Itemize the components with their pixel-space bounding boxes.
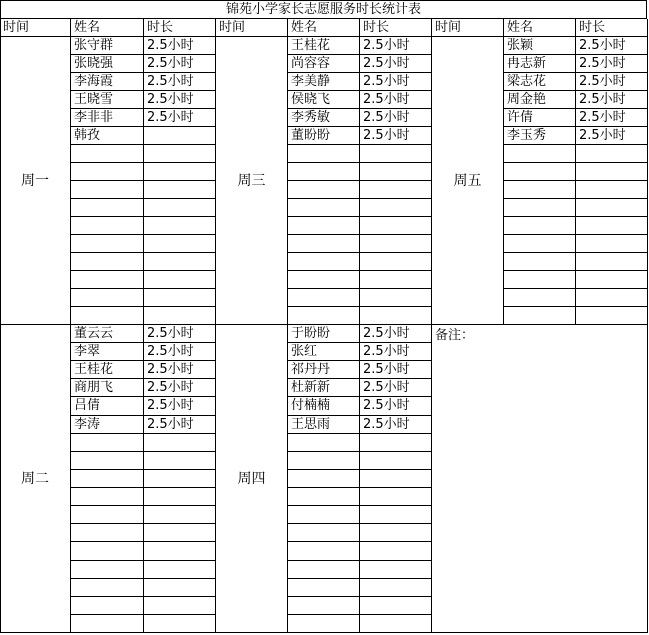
- volunteer-duration: 2.5小时: [576, 37, 648, 55]
- volunteer-name: [71, 506, 144, 524]
- volunteer-name: [504, 199, 576, 217]
- day-label: 周一: [0, 37, 71, 325]
- volunteer-duration: [360, 235, 432, 253]
- volunteer-name: 王桂花: [71, 361, 144, 379]
- volunteer-name: 王思雨: [288, 416, 360, 434]
- volunteer-name: [288, 307, 360, 325]
- volunteer-duration: [144, 289, 216, 307]
- volunteer-duration: [360, 524, 432, 542]
- volunteer-name: [71, 615, 144, 633]
- volunteer-duration: 2.5小时: [576, 127, 648, 145]
- volunteer-duration: 2.5小时: [360, 416, 432, 434]
- volunteer-name: [71, 271, 144, 289]
- volunteer-name: 王晓雪: [71, 91, 144, 109]
- volunteer-duration: 2.5小时: [360, 55, 432, 73]
- day-label: 周四: [216, 325, 288, 633]
- header-time: 时间: [432, 19, 504, 37]
- volunteer-name: [288, 163, 360, 181]
- volunteer-duration: 2.5小时: [144, 361, 216, 379]
- volunteer-duration: [360, 542, 432, 561]
- volunteer-name: 于盼盼: [288, 325, 360, 343]
- volunteer-name: [71, 181, 144, 199]
- day-label: 周三: [216, 37, 288, 325]
- volunteer-duration: 2.5小时: [144, 55, 216, 73]
- volunteer-duration: [144, 579, 216, 597]
- volunteer-duration: [360, 470, 432, 488]
- volunteer-name: [71, 217, 144, 235]
- volunteer-name: [71, 145, 144, 163]
- day-label: 周五: [432, 37, 504, 325]
- volunteer-name: [504, 271, 576, 289]
- header-name: 姓名: [71, 19, 144, 37]
- volunteer-name: [504, 145, 576, 163]
- volunteer-duration: 2.5小时: [144, 379, 216, 397]
- volunteer-name: [288, 524, 360, 542]
- volunteer-name: [288, 470, 360, 488]
- volunteer-duration: 2.5小时: [576, 109, 648, 127]
- volunteer-name: [288, 615, 360, 633]
- volunteer-duration: 2.5小时: [360, 73, 432, 91]
- header-duration: 时长: [144, 19, 216, 37]
- volunteer-duration: [360, 145, 432, 163]
- volunteer-duration: [576, 163, 648, 181]
- volunteer-duration: 2.5小时: [360, 325, 432, 343]
- volunteer-name: [288, 488, 360, 506]
- volunteer-name: 董盼盼: [288, 127, 360, 145]
- volunteer-duration: [144, 561, 216, 579]
- volunteer-duration: [144, 217, 216, 235]
- volunteer-duration: [144, 434, 216, 452]
- volunteer-duration: [360, 163, 432, 181]
- volunteer-name: [71, 542, 144, 561]
- volunteer-name: 祁丹丹: [288, 361, 360, 379]
- sheet-title: 锦苑小学家长志愿服务时长统计表: [0, 0, 647, 19]
- volunteer-duration: [360, 452, 432, 470]
- volunteer-name: 李秀敏: [288, 109, 360, 127]
- volunteer-name: 张守群: [71, 37, 144, 55]
- volunteer-name: [288, 542, 360, 561]
- volunteer-name: [288, 199, 360, 217]
- volunteer-duration: [144, 488, 216, 506]
- header-time: 时间: [0, 19, 71, 37]
- volunteer-duration: 2.5小时: [576, 55, 648, 73]
- volunteer-name: 冉志新: [504, 55, 576, 73]
- volunteer-name: [71, 579, 144, 597]
- volunteer-name: [71, 235, 144, 253]
- volunteer-name: 侯晓飞: [288, 91, 360, 109]
- volunteer-duration: [144, 181, 216, 199]
- volunteer-name: [504, 163, 576, 181]
- header-name: 姓名: [288, 19, 360, 37]
- volunteer-duration: 2.5小时: [144, 343, 216, 361]
- volunteer-name: 梁志花: [504, 73, 576, 91]
- volunteer-duration: 2.5小时: [360, 37, 432, 55]
- volunteer-name: 周金艳: [504, 91, 576, 109]
- volunteer-duration: [360, 307, 432, 325]
- volunteer-duration: 2.5小时: [576, 73, 648, 91]
- volunteer-name: 张晓强: [71, 55, 144, 73]
- volunteer-name: [71, 561, 144, 579]
- volunteer-duration: [360, 488, 432, 506]
- volunteer-duration: [144, 524, 216, 542]
- volunteer-duration: [576, 199, 648, 217]
- volunteer-name: [504, 181, 576, 199]
- volunteer-duration: [144, 615, 216, 633]
- volunteer-name: 付楠楠: [288, 397, 360, 416]
- volunteer-duration: [576, 253, 648, 271]
- volunteer-name: [288, 597, 360, 615]
- volunteer-duration: [360, 597, 432, 615]
- volunteer-name: [288, 289, 360, 307]
- volunteer-name: [288, 561, 360, 579]
- volunteer-name: 尚容容: [288, 55, 360, 73]
- volunteer-duration: [144, 127, 216, 145]
- volunteer-name: [288, 253, 360, 271]
- volunteer-duration: 2.5小时: [144, 91, 216, 109]
- volunteer-duration: 2.5小时: [360, 361, 432, 379]
- volunteer-duration: 2.5小时: [144, 37, 216, 55]
- volunteer-duration: [360, 579, 432, 597]
- volunteer-duration: [360, 506, 432, 524]
- volunteer-name: [288, 506, 360, 524]
- volunteer-name: [288, 271, 360, 289]
- volunteer-duration: 2.5小时: [360, 109, 432, 127]
- volunteer-name: [71, 199, 144, 217]
- volunteer-name: 杜新新: [288, 379, 360, 397]
- volunteer-duration: [360, 253, 432, 271]
- volunteer-duration: [144, 597, 216, 615]
- volunteer-duration: 2.5小时: [360, 343, 432, 361]
- volunteer-name: 李玉秀: [504, 127, 576, 145]
- volunteer-duration: 2.5小时: [144, 397, 216, 416]
- volunteer-name: [71, 488, 144, 506]
- volunteer-name: 张颖: [504, 37, 576, 55]
- volunteer-name: 李美静: [288, 73, 360, 91]
- volunteer-duration: [360, 561, 432, 579]
- header-duration: 时长: [360, 19, 432, 37]
- volunteer-duration: [144, 271, 216, 289]
- volunteer-name: 许倩: [504, 109, 576, 127]
- volunteer-name: [288, 434, 360, 452]
- volunteer-name: 韩孜: [71, 127, 144, 145]
- volunteer-duration: [360, 199, 432, 217]
- volunteer-name: [71, 470, 144, 488]
- volunteer-duration: [576, 235, 648, 253]
- volunteer-duration: 2.5小时: [576, 91, 648, 109]
- volunteer-duration: [144, 163, 216, 181]
- volunteer-duration: [576, 307, 648, 325]
- remarks-cell: 备注：: [432, 325, 648, 633]
- volunteer-duration: 2.5小时: [360, 91, 432, 109]
- day-label: 周二: [0, 325, 71, 633]
- volunteer-duration: [360, 271, 432, 289]
- volunteer-duration: [360, 434, 432, 452]
- volunteer-name: [71, 524, 144, 542]
- volunteer-name: 王桂花: [288, 37, 360, 55]
- volunteer-duration: [360, 615, 432, 633]
- volunteer-duration: 2.5小时: [360, 127, 432, 145]
- volunteer-duration: [360, 181, 432, 199]
- volunteer-duration: [144, 199, 216, 217]
- header-name: 姓名: [504, 19, 576, 37]
- volunteer-name: [504, 307, 576, 325]
- volunteer-duration: 2.5小时: [144, 416, 216, 434]
- volunteer-duration: [576, 217, 648, 235]
- volunteer-name: [288, 145, 360, 163]
- volunteer-name: 李非非: [71, 109, 144, 127]
- volunteer-name: 董云云: [71, 325, 144, 343]
- volunteer-name: [504, 289, 576, 307]
- volunteer-name: [71, 452, 144, 470]
- volunteer-name: 商朋飞: [71, 379, 144, 397]
- volunteer-duration: [144, 506, 216, 524]
- volunteer-duration: [576, 271, 648, 289]
- volunteer-name: [71, 307, 144, 325]
- volunteer-duration: 2.5小时: [360, 379, 432, 397]
- volunteer-name: 李海霞: [71, 73, 144, 91]
- volunteer-duration: [144, 452, 216, 470]
- volunteer-duration: 2.5小时: [360, 397, 432, 416]
- volunteer-name: [71, 253, 144, 271]
- header-duration: 时长: [576, 19, 648, 37]
- volunteer-name: [504, 253, 576, 271]
- volunteer-duration: [144, 145, 216, 163]
- volunteer-duration: 2.5小时: [144, 325, 216, 343]
- volunteer-duration: 2.5小时: [144, 109, 216, 127]
- volunteer-name: [71, 289, 144, 307]
- header-time: 时间: [216, 19, 288, 37]
- volunteer-name: [71, 163, 144, 181]
- volunteer-name: [288, 452, 360, 470]
- volunteer-duration: 2.5小时: [144, 73, 216, 91]
- volunteer-duration: [144, 253, 216, 271]
- volunteer-name: 李涛: [71, 416, 144, 434]
- volunteer-name: [71, 597, 144, 615]
- volunteer-name: [288, 579, 360, 597]
- volunteer-duration: [144, 307, 216, 325]
- volunteer-duration: [144, 470, 216, 488]
- volunteer-name: [504, 217, 576, 235]
- volunteer-duration: [576, 145, 648, 163]
- volunteer-name: 李翠: [71, 343, 144, 361]
- volunteer-name: 吕倩: [71, 397, 144, 416]
- volunteer-duration: [144, 542, 216, 561]
- volunteer-name: [504, 235, 576, 253]
- volunteer-duration: [576, 289, 648, 307]
- volunteer-duration: [360, 217, 432, 235]
- volunteer-name: [288, 235, 360, 253]
- volunteer-duration: [576, 181, 648, 199]
- volunteer-duration: [360, 289, 432, 307]
- volunteer-duration: [144, 235, 216, 253]
- volunteer-name: [288, 217, 360, 235]
- volunteer-name: 张红: [288, 343, 360, 361]
- volunteer-name: [288, 181, 360, 199]
- volunteer-name: [71, 434, 144, 452]
